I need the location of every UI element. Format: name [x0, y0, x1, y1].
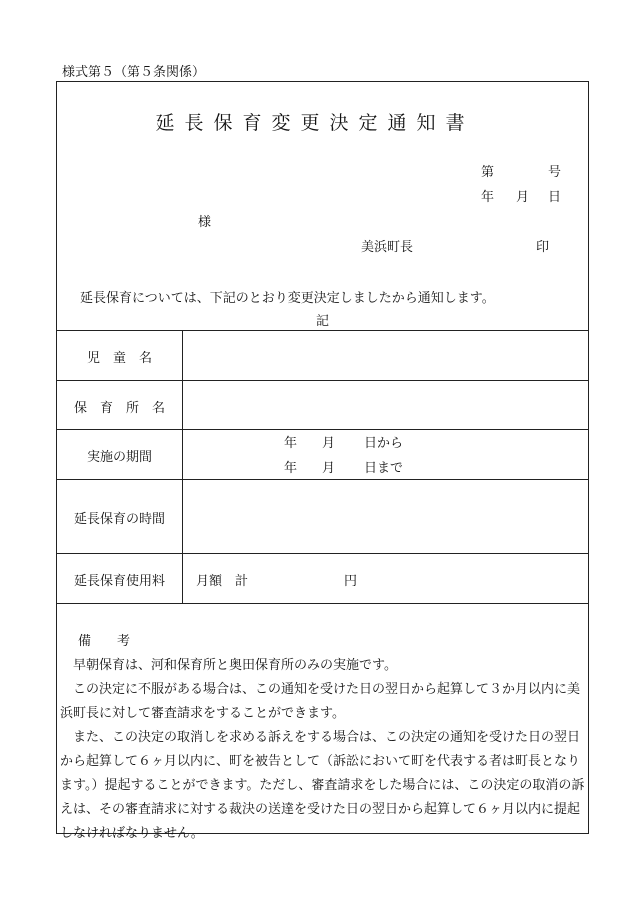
period-to-month: 月: [322, 461, 336, 476]
date-month: 月: [516, 190, 530, 205]
intro-text: 延長保育については、下記のとおり変更決定しましたから通知します。: [80, 291, 495, 306]
row-divider: [56, 479, 589, 480]
row-divider: [56, 429, 589, 430]
remarks-paragraph: この決定に不服がある場合は、この通知を受けた日の翌日から起算して３か月以内に美浜町長に対して審査請求をすることができます。: [60, 682, 581, 721]
period-to-day: 日まで: [364, 461, 404, 476]
column-divider: [182, 330, 183, 603]
record-mark: 記: [316, 314, 330, 329]
period-from-day: 日から: [364, 436, 404, 451]
child-name-label: 児 童 名: [86, 351, 152, 366]
date-year: 年: [481, 190, 495, 205]
number-prefix: 第: [481, 165, 495, 180]
row-divider: [56, 380, 589, 381]
period-label: 実施の期間: [86, 450, 152, 465]
remarks-paragraph: 早朝保育は、河和保育所と奥田保育所のみの実施です。: [73, 658, 397, 673]
row-divider: [56, 553, 589, 554]
fee-monthly: 月額 計: [196, 574, 249, 589]
issuer-name: 美浜町長: [361, 240, 414, 255]
seal-mark: 印: [536, 240, 550, 255]
fee-label: 延長保育使用料: [73, 574, 165, 589]
form-number: 様式第５（第５条関係）: [62, 65, 206, 80]
row-divider: [56, 603, 589, 604]
addressee-honorific: 様: [198, 215, 212, 230]
document-title: 延長保育変更決定通知書: [155, 112, 475, 134]
remarks-heading: 備 考: [78, 634, 131, 649]
period-from-year: 年: [284, 436, 298, 451]
date-day: 日: [548, 190, 562, 205]
row-divider: [56, 330, 589, 331]
extended-time-label: 延長保育の時間: [73, 512, 165, 527]
remarks-paragraph: また、この決定の取消しを求める訴えをする場合は、この決定の通知を受けた日の翌日から起算して６ヶ月以内に、町を被告として（訴訟において町を代表する者は町長となります。）提起することができます。ただし、審査請求をした場合には、この決定の取消の訴えは、その審査請求に対する裁決の送達を受けた日の翌日から起算して６ヶ月以内に提起しなければなりません。: [60, 730, 585, 841]
number-suffix: 号: [548, 165, 562, 180]
period-to-year: 年: [284, 461, 298, 476]
nursery-label: 保 育 所 名: [73, 401, 165, 416]
remarks-section: [60, 630, 586, 846]
fee-unit: 円: [344, 574, 358, 589]
period-from-month: 月: [322, 436, 336, 451]
